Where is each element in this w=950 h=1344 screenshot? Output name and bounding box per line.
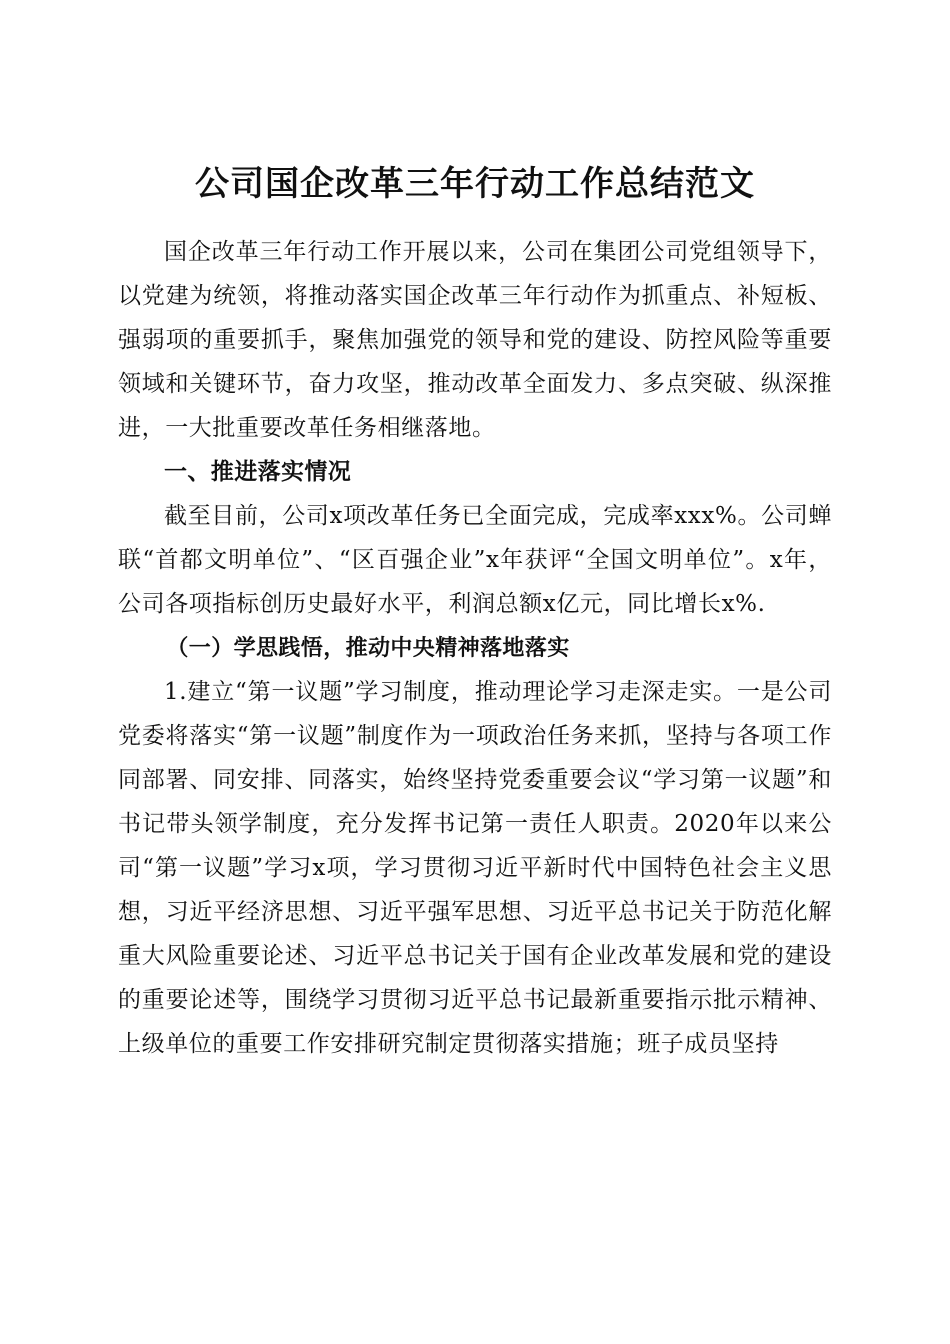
progress-paragraph: 截至目前，公司x项改革任务已全面完成，完成率xxx%。公司蝉联“首都文明单位”、“区百强企业”x年获评“全国文明单位”。x年，公司各项指标创历史最好水平，利润总额x亿元，同比增长x%. <box>118 503 832 617</box>
subsection-heading-study: （一）学思践悟，推动中央精神落地落实 <box>166 635 570 661</box>
document-body <box>118 230 832 1066</box>
document-title: 公司国企改革三年行动工作总结范文 <box>195 163 755 204</box>
intro-paragraph: 国企改革三年行动工作开展以来，公司在集团公司党组领导下，以党建为统领，将推动落实国企改革三年行动作为抓重点、补短板、强弱项的重要抓手，聚焦加强党的领导和党的建设、防控风险等重要领域和关键环节，奋力攻坚，推动改革全面发力、多点突破、纵深推进，一大批重要改革任务相继落地。 <box>118 239 832 441</box>
item-paragraph-first-topic: 1.建立“第一议题”学习制度，推动理论学习走深走实。一是公司党委将落实“第一议题”制度作为一项政治任务来抓，坚持与各项工作同部署、同安排、同落实，始终坚持党委重要会议“学习第一议题”和书记带头领学制度，充分发挥书记第一责任人职责。2020年以来公司“第一议题”学习x项，学习贯彻习近平新时代中国特色社会主义思想，习近平经济思想、习近平强军思想、习近平总书记关于防范化解重大风险重要论述、习近平总书记关于国有企业改革发展和党的建设的重要论述等，围绕学习贯彻习近平总书记最新重要指示批示精神、上级单位的重要工作安排研究制定贯彻落实措施；班子成员坚持 <box>118 679 832 1057</box>
section-heading-progress: 一、推进落实情况 <box>164 459 352 485</box>
